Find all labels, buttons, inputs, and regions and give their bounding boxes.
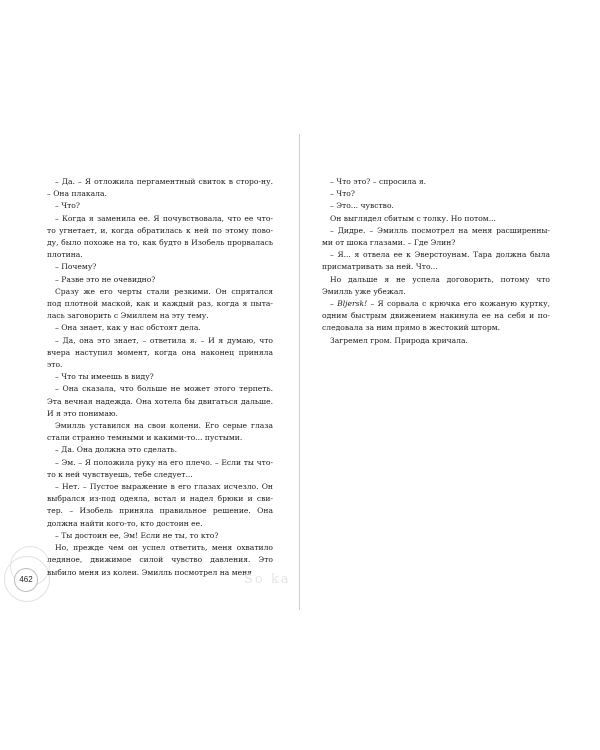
paragraph: – Она знает, как у нас обстоят дела. bbox=[55, 323, 201, 333]
left-page-text bbox=[47, 176, 273, 579]
paragraph: Он выглядел сбитым с толку. Но потом... bbox=[330, 213, 496, 223]
paragraph: – Это... чувство. bbox=[330, 201, 394, 211]
paragraph: Сразу же его черты стали резкими. Он спрятался под плотной маской, как и каждый раз, когда я пыта-лась заговорить с Эмиллем на эту тему. bbox=[47, 286, 273, 321]
paragraph: – Когда я заменила ее. Я почувствовала, что ее что-то угнетает, и, когда обратилась к ней по этому пово-ду, было похоже на то, как будто в Изобель прорвалась плотина. bbox=[47, 213, 273, 260]
paragraph: Загремел гром. Природа кричала. bbox=[330, 335, 468, 345]
paragraph: – Эм. – Я положила руку на его плечо. – Если ты что-то к ней чувствуешь, тебе следует... bbox=[47, 457, 273, 479]
paragraph: – Да. Она должна это сделать. bbox=[55, 445, 177, 455]
paragraph: – Дидре. – Эмилль посмотрел на меня расширенны-ми от шока глазами. – Где Элин? bbox=[322, 225, 550, 248]
right-page bbox=[300, 0, 600, 750]
paragraph: – Да, она это знает, – ответила я. – И я думаю, что вчера наступил момент, когда она наконец приняла это. bbox=[47, 335, 273, 370]
paragraph: – Что ты имеешь в виду? bbox=[55, 372, 154, 382]
paragraph: – Что? bbox=[55, 201, 80, 211]
italic-word: Bljersk! bbox=[337, 299, 368, 309]
paragraph: – Разве это не очевидно? bbox=[55, 274, 156, 284]
paragraph: – Ты достоин ее, Эм! Если не ты, то кто? bbox=[55, 530, 219, 540]
paragraph: – Почему? bbox=[55, 262, 97, 272]
paragraph: – Что это? – спросила я. bbox=[330, 177, 427, 186]
paragraph: Но дальше я не успела договорить, потому что Эмилль уже убежал. bbox=[322, 274, 550, 296]
right-page-text bbox=[322, 176, 550, 347]
paragraph: – Что? bbox=[330, 189, 355, 199]
paragraph: – Bljersk! – Я сорвала с крючка его кожаную куртку, одним быстрым движением накинула ее на себя и по-следовала за ним прямо в жестокий шторм. bbox=[322, 299, 551, 333]
paragraph: – Нет. – Пустое выражение в его глазах исчезло. Он выбрался из-под одеяла, встал и надел брюки и сви-тер. – Изобель приняла правильное решение. Она должна найти кого-то, кто достоин ее. bbox=[47, 482, 273, 528]
paragraph: – Я... я отвела ее к Эверстоунам. Тара должна была присматривать за ней. Что... bbox=[322, 250, 550, 272]
paragraph: Но, прежде чем он успел ответить, меня охватило ледяное, движимое силой чувство давления. Это выбило меня из колеи. Эмилль посмотрел на меня bbox=[47, 543, 273, 577]
page-number: 462 bbox=[19, 575, 33, 584]
paragraph: Эмилль уставился на свои колени. Его серые глаза стали странно темными и какими-то... пустыми. bbox=[47, 421, 273, 443]
paragraph: – Она сказала, что больше не может этого терпеть. Эта вечная надежда. Она хотела бы двигаться дальше. И я это понимаю. bbox=[47, 384, 273, 418]
watermark: So ka bbox=[244, 572, 291, 587]
paragraph: – Да. – Я отложила пергаментный свиток в сторо-ну. – Она плакала. bbox=[47, 177, 273, 199]
